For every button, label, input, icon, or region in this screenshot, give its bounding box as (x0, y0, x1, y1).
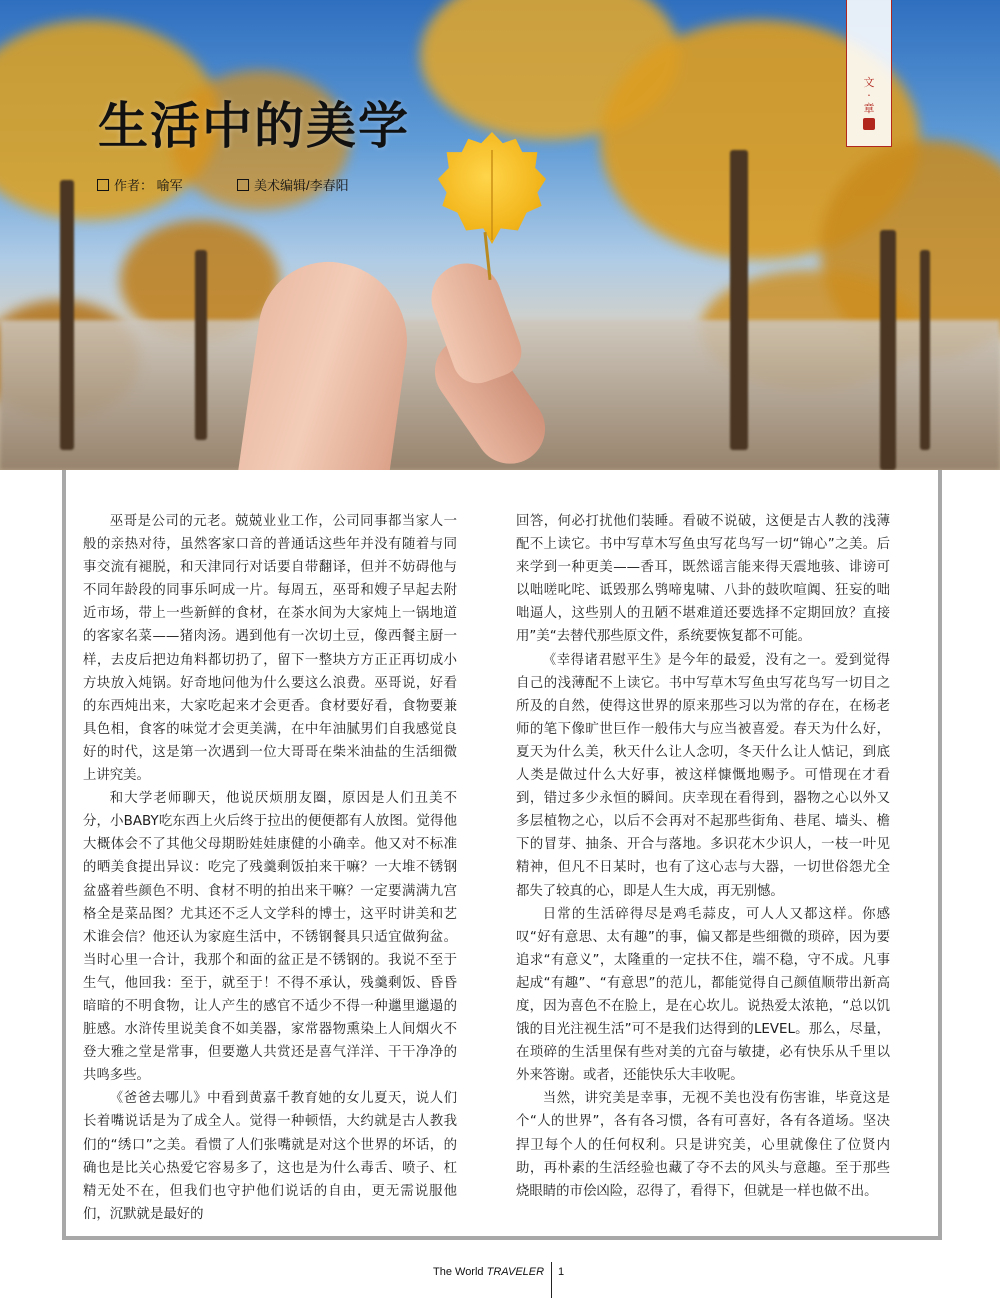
author-credit (97, 175, 183, 194)
editor-text: 美术编辑/李春阳 (254, 178, 349, 193)
paragraph: 日常的生活碎得尽是鸡毛蒜皮，可人人又都这样。你感叹“好有意思、太有趣”的事，偏又都是些细微的琐碎，因为要追求“有意义”，太隆重的一定扶不住，端不稳，守不成。凡事起成“有趣”、“有意思”的范儿，都能觉得自己颜值顺带出新高度，因为喜色不在脸上，是在心坎儿。说热爱太浓艳，“总以饥饿的目光注视生活”可不是我们达得到的LEVEL。那么，尽量，在琐碎的生活里保有些对美的亢奋与敏捷，必有快乐从千里以外来答谢。或者，还能快乐大丰收呢。 (516, 906, 890, 1084)
checkbox-square-icon (237, 179, 249, 191)
editor-credit (237, 175, 349, 194)
paragraph: 《爸爸去哪儿》中看到黄嘉千教育她的女儿夏天，说人们长着嘴说话是为了成全人。觉得一种顿悟，大约就是古人教我们的“绣口”之美。看惯了人们张嘴就是对这个世界的坏话，的确也是比关心热爱它容易多了，这也是为什么毒舌、喷子、杠精无处不在，但我们也守护他们说话的自由，更无需说服他们，沉默就是最好的 (83, 1091, 457, 1222)
tree-trunk (60, 180, 74, 450)
author-text: 作者： 喻军 (114, 178, 183, 193)
tag-char: 章 (863, 102, 875, 115)
footer-divider (551, 1262, 552, 1298)
paragraph: 和大学老师聊天，他说厌烦朋友圈，原因是人们丑美不分，小BABY吃东西上火后终于拉出的便便都有人放图。觉得他大概体会不了其他父母期盼娃娃康健的小确幸。他又对不标准的晒美食提出异议：吃完了残羹剩饭拍来干嘛？一大堆不锈钢盆盛着些颜色不明、食材不明的拍出来干嘛？一定要满满九宫格全是菜品图？尤其还不乏人文学科的博士，这平时讲美和艺术谁会信？他还认为家庭生活中，不锈钢餐具只适宜做狗盆。当时心里一合计，我那个和面的盆正是不锈钢的。我说不至于生气，他回我：至于，就至于！不得不承认，残羹剩饭、昏昏暗暗的不明食物，让人产生的感官不适少不得一种邋里邋遢的脏感。水浒传里说美食不如美器，家常器物熏染上人间烟火不登大雅之堂是常事，但要邀人共赏还是喜气洋洋、干干净净的共鸣多些。 (83, 791, 457, 1084)
brand-prefix: The World (433, 1266, 487, 1278)
tag-char: · (867, 89, 871, 102)
article-title: 生活中的美学 (98, 97, 410, 155)
article-column-left (83, 510, 457, 1226)
tree-trunk (920, 250, 930, 450)
footer-brand (433, 1266, 544, 1278)
paragraph: 当然，讲究美是幸事，无视不美也没有伤害谁，毕竟这是个“人的世界”，各有各习惯，各有可喜好，各有各道场。坚决捍卫每个人的任何权利。只是讲究美，心里就像住了位贤内助，再朴素的生活经验也藏了夺不去的风头与意趣。至于那些烧眼睛的市侩凶险，忍得了，看得下，但就是一样也做不出。 (516, 1091, 890, 1199)
tree-trunk (730, 150, 748, 450)
paragraph: 巫哥是公司的元老。兢兢业业工作，公司同事都当家人一般的亲热对待，虽然客家口音的普通话这些年并没有随着与同事交流有褪脱，和天津同行对话要自带翻译，但并不妨碍他与不同年龄段的同事乐呵成一片。每周五，巫哥和嫂子早起去附近市场，带上一些新鲜的食材，在茶水间为大家炖上一锅地道的客家名菜——猪肉汤。遇到他有一次切土豆，像西餐主厨一样，去皮后把边角料都切扔了，留下一整块方方正正再切成小方块放入炖锅。好奇地问他为什么要这么浪费。巫哥说，好看的东西炖出来，大家吃起来才会更香。食材要好看，食物要兼具色相，食客的味觉才会更美满，在中年油腻男们自我感觉良好的时代，这是第一次遇到一位大哥哥在柴米油盐的生活细微上讲究美。 (83, 514, 457, 784)
brand-name: TRAVELER (486, 1266, 545, 1278)
red-seal-icon (863, 118, 875, 130)
tag-char: 文 (863, 76, 875, 89)
paragraph: 《幸得诸君慰平生》是今年的最爱，没有之一。爱到觉得自己的浅薄配不上读它。书中写草木写鱼虫写花鸟写一切目之所及的自然，使得这世界的原来那些习以为常的存在，在杨老师的笔下像旷世巨作一般伟大与应当被喜爱。春天为什么好，夏天为什么美，秋天什么让人念叨，冬天什么让人惦记，到底人类是做过什么大好事，被这样慷慨地赐予。可惜现在才看到，错过多少永恒的瞬间。庆幸现在看得到，器物之心以外又多层植物之心，以后不会再对不起那些街角、巷尾、墙头、檐下的冒芽、抽条、开合与落地。多识花木少识人，一枝一叶见精神，但凡不日某时，也有了这心志与大器，一切世俗怨尤全都失了较真的心，即是人生大成，再无别憾。 (516, 652, 890, 899)
tree-trunk (880, 230, 896, 470)
article-column-right (516, 510, 890, 1203)
checkbox-square-icon (97, 179, 109, 191)
column-tag (846, 0, 892, 147)
column-tag-text (847, 76, 891, 115)
tree-trunk (195, 250, 207, 440)
page-number: 1 (558, 1266, 565, 1278)
leaf-vein (491, 150, 493, 240)
paragraph: 回答，何必打扰他们装睡。看破不说破，这便是古人教的浅薄配不上读它。书中写草木写鱼虫写花鸟写一切“锦心”之美。后来学到一种更美——香耳，既然谣言能来得天震地骇、诽谤可以咄嗟叱咤、诋毁那么鸮啼鬼啸、八卦的鼓吹喧阗、狂妄的咄咄逼人，这些别人的丑陋不堪难道还要选择不定期回放？直接用”美“去替代那些原文件，系统要恢复都不可能。 (516, 514, 890, 645)
